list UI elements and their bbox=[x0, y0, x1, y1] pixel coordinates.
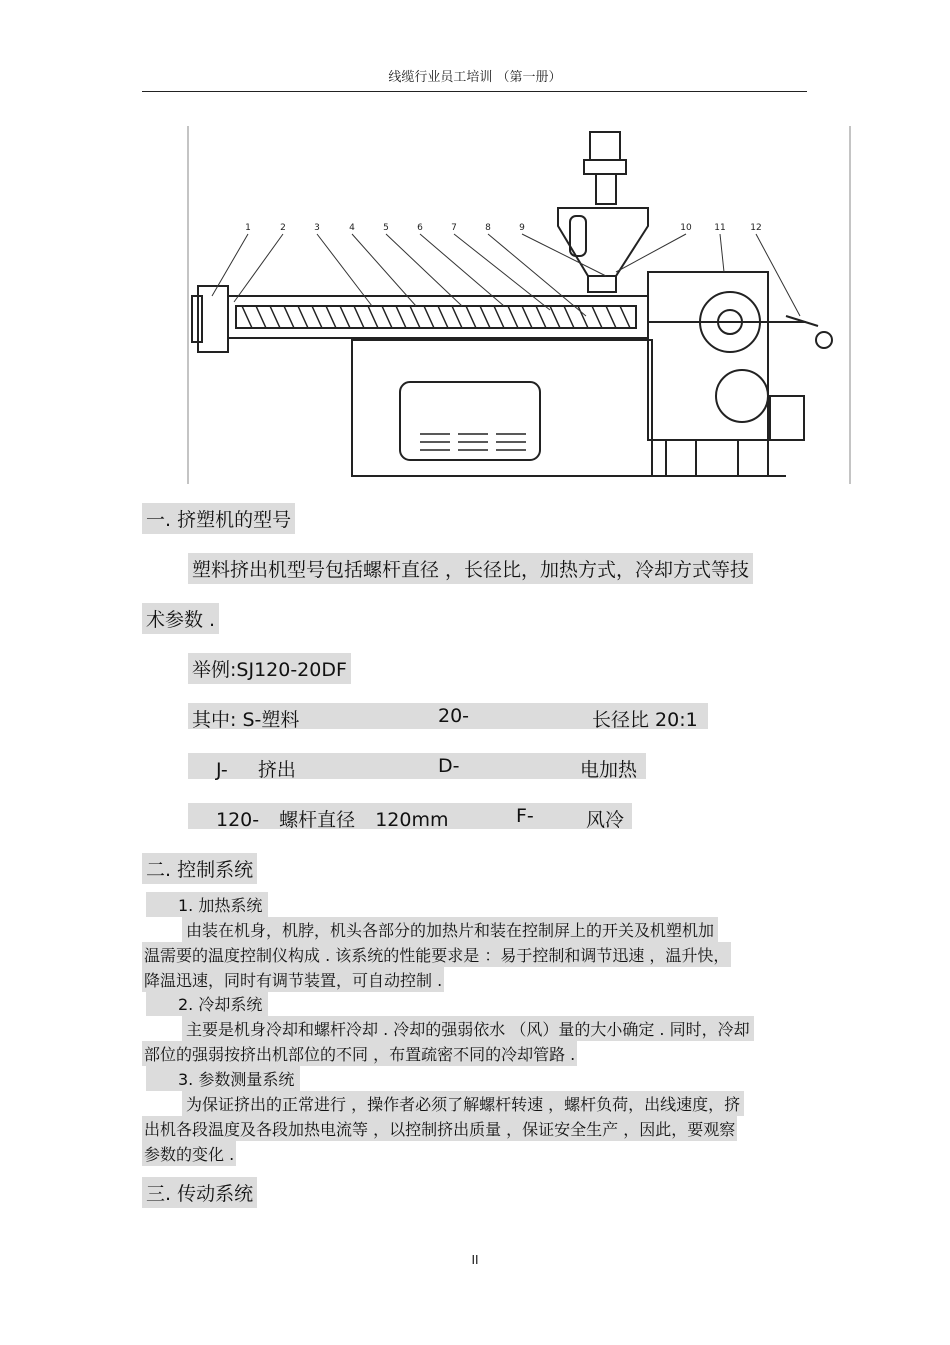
measurement-line3: 参数的变化 . bbox=[142, 1141, 236, 1166]
model-row-3 bbox=[188, 803, 632, 829]
section-heading-control: 二. 控制系统 bbox=[142, 853, 257, 884]
row1-col-a: 其中: S-塑料 bbox=[192, 709, 300, 731]
row2-col-c: 电加热 bbox=[580, 759, 638, 781]
model-paragraph-line1: 塑料挤出机型号包括螺杆直径 ，长径比，加热方式，冷却方式等技 bbox=[188, 553, 753, 584]
cooling-line2: 部位的强弱按挤出机部位的不同 ，布置疏密不同的冷却管路 . bbox=[142, 1041, 577, 1066]
callout-6: 6 bbox=[417, 223, 423, 233]
callout-9: 9 bbox=[519, 223, 525, 233]
callout-1: 1 bbox=[245, 223, 251, 233]
row1-col-c: 长径比 20:1 bbox=[592, 709, 698, 731]
header-rule bbox=[142, 91, 807, 92]
heating-line1: 由装在机身，机脖，机头各部分的加热片和装在控制屏上的开关及机塑机加 bbox=[182, 917, 718, 942]
row3-col-a: 120- 螺杆直径 120mm bbox=[216, 809, 449, 831]
cooling-line1: 主要是机身冷却和螺杆冷却 . 冷却的强弱依水 （风）量的大小确定 . 同时，冷却 bbox=[182, 1016, 754, 1041]
callout-5: 5 bbox=[383, 223, 389, 233]
model-example: 举例:SJ120-20DF bbox=[188, 653, 351, 684]
page-number: II bbox=[471, 1253, 479, 1267]
row2-col-b: D- bbox=[438, 755, 460, 777]
callout-11: 11 bbox=[714, 223, 726, 233]
callout-10: 10 bbox=[680, 223, 692, 233]
sub-heading-cooling: 2. 冷却系统 bbox=[146, 991, 268, 1016]
row1-col-b: 20- bbox=[438, 705, 470, 727]
heating-line3: 降温迅速，同时有调节装置，可自动控制 . bbox=[142, 967, 444, 992]
model-row-1 bbox=[188, 703, 708, 729]
heating-line2: 温需要的温度控制仪构成 . 该系统的性能要求是 ：易于控制和调节迅速 ，温升快， bbox=[142, 942, 731, 967]
section-heading-model: 一. 挤塑机的型号 bbox=[142, 503, 295, 534]
sub-heading-heating: 1. 加热系统 bbox=[146, 892, 268, 917]
callout-2: 2 bbox=[280, 223, 286, 233]
callout-3: 3 bbox=[314, 223, 320, 233]
section-heading-transmission: 三. 传动系统 bbox=[142, 1177, 257, 1208]
callout-4: 4 bbox=[349, 223, 355, 233]
row3-col-b: F- bbox=[516, 805, 534, 827]
callout-12: 12 bbox=[750, 223, 762, 233]
page-header-title: 线缆行业员工培训 （第一册） bbox=[388, 70, 562, 85]
callout-7: 7 bbox=[451, 223, 457, 233]
extruder-diagram bbox=[186, 126, 852, 484]
model-row-2 bbox=[188, 753, 646, 779]
measurement-line2: 出机各段温度及各段加热电流等 ，以控制挤出质量 ，保证安全生产 ，因此，要观察 bbox=[142, 1116, 737, 1141]
row2-col-a: J- 挤出 bbox=[216, 759, 296, 781]
row3-col-c: 风冷 bbox=[586, 809, 625, 831]
sub-heading-measurement: 3. 参数测量系统 bbox=[146, 1066, 300, 1091]
measurement-line1: 为保证挤出的正常进行 ，操作者必须了解螺杆转速 ，螺杆负荷，出线速度，挤 bbox=[182, 1091, 744, 1116]
callout-8: 8 bbox=[485, 223, 491, 233]
model-paragraph-line2: 术参数 . bbox=[142, 603, 219, 634]
